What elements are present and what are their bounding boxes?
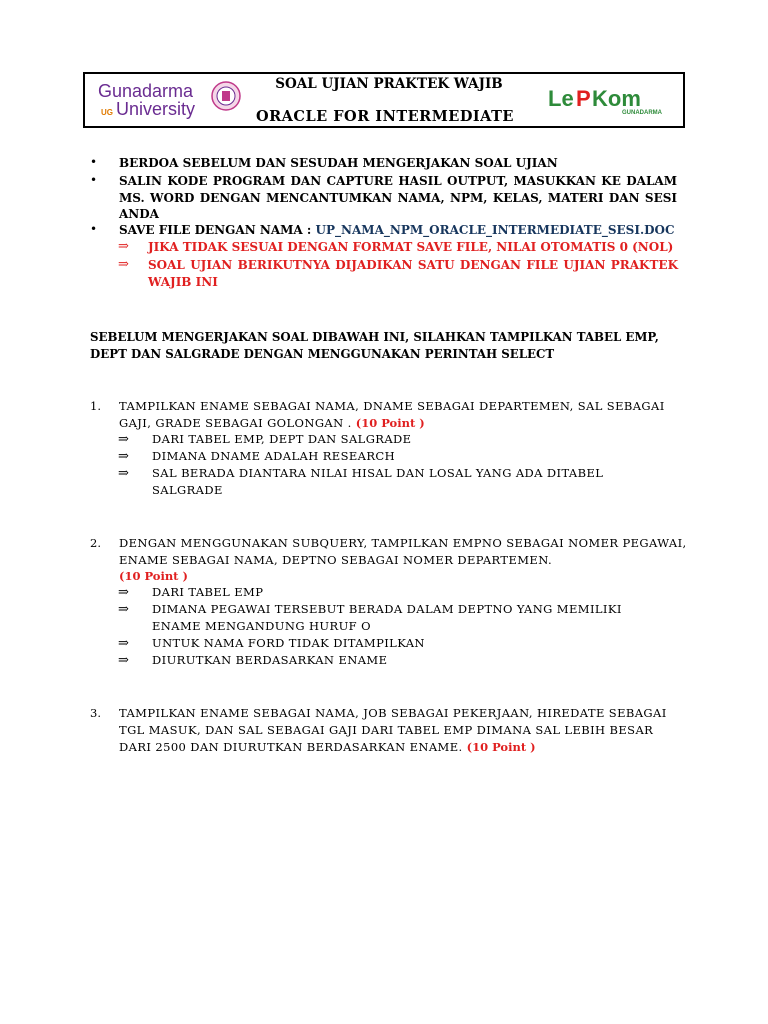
rule-save-file: [119, 222, 677, 239]
implies-arrow-icon: ⇒: [118, 449, 129, 464]
bullet-icon: •: [90, 173, 98, 187]
question-points: (10 Point ): [466, 740, 536, 754]
implies-arrow-icon: ⇒: [118, 432, 129, 447]
bullet-icon: •: [90, 155, 98, 169]
svg-text:P: P: [576, 86, 591, 111]
question-number: 1.: [90, 399, 101, 413]
svg-text:Le: Le: [548, 86, 574, 111]
question-condition: DIURUTKAN BERDASARKAN ENAME: [152, 653, 388, 667]
svg-text:GUNADARMA: GUNADARMA: [622, 110, 662, 116]
save-file-label: SAVE FILE DENGAN NAMA :: [119, 223, 316, 237]
bullet-icon: •: [90, 222, 98, 236]
question-points: (10 Point ): [119, 569, 188, 583]
exam-title: SOAL UJIAN PRAKTEK WAJIB: [275, 76, 503, 92]
implies-arrow-icon: ⇒: [118, 257, 129, 272]
question-condition: DIMANA PEGAWAI TERSEBUT BERADA DALAM DEPTNO YANG MEMILIKI ENAME MENGANDUNG HURUF O: [152, 602, 622, 633]
svg-text:UG: UG: [101, 108, 113, 117]
question-condition: DIMANA DNAME ADALAH RESEARCH: [152, 449, 396, 463]
question-condition: DARI TABEL EMP, DEPT DAN SALGRADE: [152, 432, 412, 446]
svg-text:Kom: Kom: [592, 86, 641, 111]
implies-arrow-icon: ⇒: [118, 636, 129, 651]
rule-copy-code: SALIN KODE PROGRAM DAN CAPTURE HASIL OUTPUT, MASUKKAN KE DALAM MS. WORD DENGAN MENCANTUMKAN NAMA, NPM, KELAS, MATERI DAN SESI ANDA: [119, 174, 677, 221]
svg-text:University: University: [116, 99, 196, 119]
intro-instruction: SEBELUM MENGERJAKAN SOAL DIBAWAH INI, SILAHKAN TAMPILKAN TABEL EMP, DEPT DAN SALGRADE DENGAN MENGGUNAKAN PERINTAH SELECT: [90, 330, 659, 361]
lepkom-logo: [548, 84, 672, 116]
svg-text:Gunadarma: Gunadarma: [98, 81, 194, 101]
implies-arrow-icon: ⇒: [118, 239, 129, 254]
question-condition: DARI TABEL EMP: [152, 585, 264, 599]
rule-format-warning: JIKA TIDAK SESUAI DENGAN FORMAT SAVE FILE, NILAI OTOMATIS 0 (NOL): [148, 240, 674, 254]
save-file-name: UP_NAMA_NPM_ORACLE_INTERMEDIATE_SESI.DOC: [315, 223, 675, 237]
question-condition: SAL BERADA DIANTARA NILAI HISAL DAN LOSAL YANG ADA DITABEL SALGRADE: [152, 466, 604, 497]
implies-arrow-icon: ⇒: [118, 653, 129, 668]
question-points: (10 Point ): [355, 416, 425, 430]
implies-arrow-icon: ⇒: [118, 466, 129, 481]
rule-next-exam: SOAL UJIAN BERIKUTNYA DIJADIKAN SATU DENGAN FILE UJIAN PRAKTEK WAJIB INI: [148, 258, 678, 289]
question-3-text: TAMPILKAN ENAME SEBAGAI NAMA, JOB SEBAGAI PEKERJAAN, HIREDATE SEBAGAI TGL MASUK, DAN SAL SEBAGAI GAJI DARI TABEL EMP DIMANA SAL LEBIH BESAR DARI 2500 DAN DIURUTKAN BERDASARKAN ENAME. (10 Point ): [119, 706, 667, 754]
gunadarma-university-logo: [98, 79, 248, 121]
question-condition: UNTUK NAMA FORD TIDAK DITAMPILKAN: [152, 636, 425, 650]
implies-arrow-icon: ⇒: [118, 585, 129, 600]
question-number: 3.: [90, 706, 101, 720]
question-2-text: DENGAN MENGGUNAKAN SUBQUERY, TAMPILKAN EMPNO SEBAGAI NOMER PEGAWAI, ENAME SEBAGAI NAMA, DEPTNO SEBAGAI NOMER DEPARTEMEN.: [119, 536, 687, 567]
question-1-text: TAMPILKAN ENAME SEBAGAI NAMA, DNAME SEBAGAI DEPARTEMEN, SAL SEBAGAI GAJI, GRADE SEBAGAI GOLONGAN . (10 Point ): [119, 399, 665, 430]
implies-arrow-icon: ⇒: [118, 602, 129, 617]
question-number: 2.: [90, 536, 101, 550]
rule-pray: BERDOA SEBELUM DAN SESUDAH MENGERJAKAN SOAL UJIAN: [119, 156, 558, 170]
course-title: ORACLE FOR INTERMEDIATE: [256, 108, 514, 125]
